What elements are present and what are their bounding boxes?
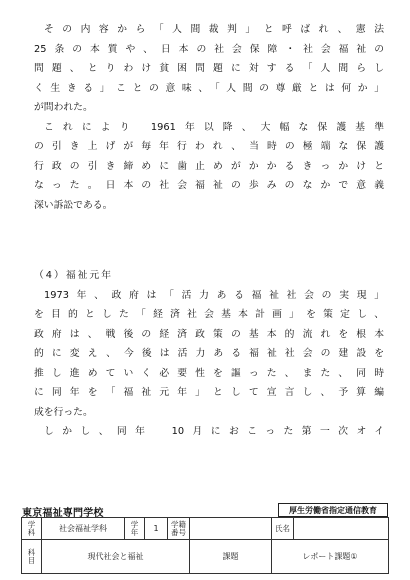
text-line: の引き上げが毎年行われ、当時の極端な保護 (34, 141, 384, 152)
year-label: 学年 (125, 518, 145, 540)
text-line: 的に変え、今後は活力ある福祉社会の建設を (34, 348, 384, 359)
text-line: なった。日本の社会福祉の歩みのなかで意義 (34, 180, 384, 191)
section-spacer (34, 215, 384, 266)
text-line: 推し進めていく必要性を謳った、また、同時 (34, 367, 384, 379)
student-id-label: 学籍番号 (168, 518, 190, 540)
section-heading: （4）福祉元年 (34, 270, 114, 281)
year-value: 1 (145, 518, 168, 540)
subject-value: 現代社会と福祉 (42, 540, 190, 574)
name-label: 氏名 (272, 518, 294, 540)
report-body (34, 20, 384, 442)
text-line: を目的とした「経済社会基本計画」を策定し、 (34, 309, 384, 320)
student-id-field[interactable] (190, 518, 272, 540)
topic-value: レポート課題① (272, 540, 389, 574)
text-line: しかし、同年 10月におこった第一次オイ (44, 426, 384, 437)
topic-label: 課題 (190, 540, 272, 574)
text-line: 政府は、戦後の経済政策の基本的流れを根本 (34, 328, 384, 340)
text-line: 1973年、政府は「活力ある福祉社会の実現」 (44, 289, 384, 301)
dept-value: 社会福祉学科 (42, 518, 125, 540)
dept-label: 学科 (22, 518, 42, 540)
name-field[interactable] (294, 518, 389, 540)
text-line: これにより 1961年以降、大幅な保護基準 (44, 121, 384, 133)
text-line: が問われた。 (34, 102, 93, 113)
text-line: 深い訴訟である。 (34, 199, 113, 211)
accreditation-stamp: 厚生労働省指定通信教育 (278, 503, 388, 517)
text-line: く生きる」ことの意味、「人間の尊厳とは何か」 (34, 82, 384, 94)
text-line: 行政の引き締めに歯止めがかかるきっかけと (34, 160, 384, 172)
text-line: に同年を「福祉元年」として宣言し、予算編 (34, 387, 384, 398)
text-line: その内容から「人間裁判」と呼ばれ、憲法 (44, 24, 384, 35)
student-info-form (21, 517, 389, 574)
text-line: 25条の本質や、日本の社会保障・社会福祉の (34, 43, 384, 55)
text-line: 問題、とりわけ貧困問題に対する「人間らし (34, 63, 384, 74)
text-line: 成を行った。 (34, 406, 93, 418)
school-name: 東京福祉専門学校 (22, 508, 104, 519)
subject-label: 科目 (22, 540, 42, 574)
